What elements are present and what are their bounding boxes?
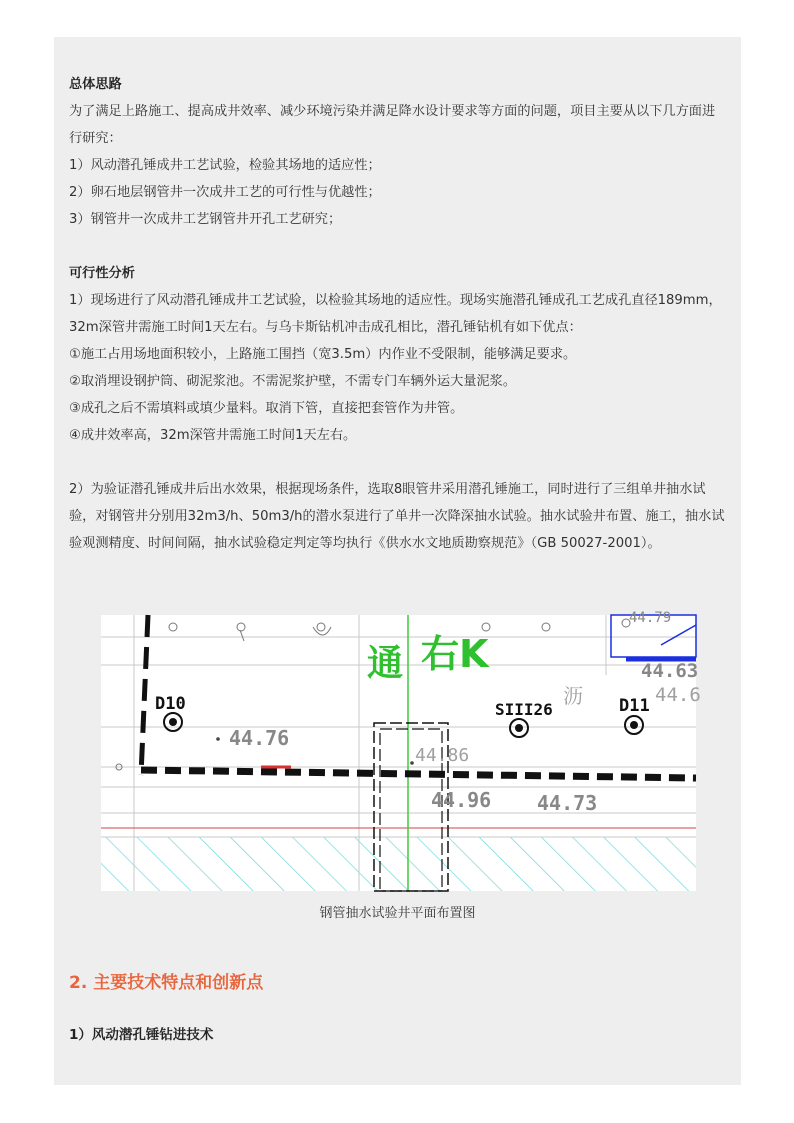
feasibility-heading: 可行性分析 [69,266,135,281]
advantage-item: ④成井效率高，32m深管井需施工时间1天左右。 [69,428,357,443]
feasibility-paragraph-1: 1）现场进行了风动潜孔锤成井工艺试验，以检验其场地的适应性。现场实施潜孔锤成孔工艺成孔直径189mm，32m深管井需施工时间1天左右。与乌卡斯钻机冲击成孔相比，潜孔锤钻机有如下优点： [69,293,722,335]
label-d11: D11 [619,696,650,716]
gray-label: 沥 [563,684,583,708]
figure-caption: 钢管抽水试验井平面布置图 [319,906,476,921]
elevation-label: 44.96 [431,788,492,812]
well-layout-drawing [101,610,701,891]
label-d10: D10 [155,694,186,714]
elevation-label: 44.73 [537,791,598,815]
well-layout-figure [101,610,701,891]
overall-item: 3）钢管井一次成井工艺钢管井开孔工艺研究； [69,212,342,227]
label-siii26: SIII26 [495,700,553,719]
overall-item: 1）风动潜孔锤成井工艺试验，检验其场地的适应性； [69,158,381,173]
elevation-label: 44.6 [655,684,701,706]
elevation-label: 44.76 [229,726,290,750]
green-road-label: 右K [421,632,489,676]
overall-item: 2）卵石地层钢管井一次成井工艺的可行性与优越性； [69,185,381,200]
green-road-label: 通 [367,643,404,684]
hatched-area [101,837,696,891]
advantage-item: ③成孔之后不需填料或填少量料。取消下管，直接把套管作为井管。 [69,401,464,416]
feasibility-paragraph-2: 2）为验证潜孔锤成井后出水效果，根据现场条件，选取8眼管井采用潜孔锤施工，同时进行了三组单井抽水试验，对钢管井分别用32m3/h、50m3/h的潜水泵进行了单井一次降深抽水试验。抽水试验井布置、施工，抽水试验观测精度、时间间隔，抽水试验稳定判定等均执行《供水水文地质勘察规范》（GB 50027-2001）。 [69,482,725,551]
advantage-item: ①施工占用场地面积较小，上路施工围挡（宽3.5m）内作业不受限制，能够满足要求。 [69,347,577,362]
elevation-label: 44.86 [415,745,470,766]
section-title: 2. 主要技术特点和创新点 [69,973,264,993]
sub-section-title: 1）风动潜孔锤钻进技术 [69,1027,214,1043]
advantage-item: ②取消埋设钢护筒、砌泥浆池。不需泥浆护壁，不需专门车辆外运大量泥浆。 [69,374,517,389]
article-card [54,37,741,1085]
overall-intro: 为了满足上路施工、提高成井效率、减少环境污染并满足降水设计要求等方面的问题，项目主要从以下几方面进行研究： [69,104,716,146]
elevation-label: 44.79 [629,610,672,626]
overall-heading: 总体思路 [69,77,122,92]
article-body [69,71,727,557]
elevation-label: 44.63 [641,660,699,682]
